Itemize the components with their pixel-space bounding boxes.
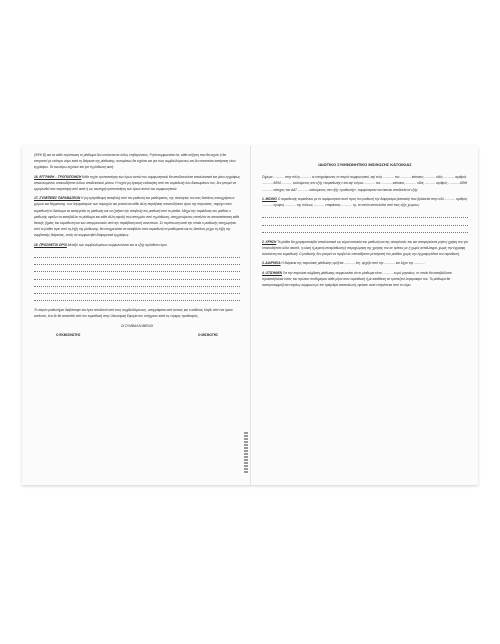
section-3 bbox=[262, 260, 468, 266]
signature-row bbox=[34, 332, 240, 338]
section-16-text: Κάθε τυχόν τροποποίηση των όρων αυτού του συμφωνητικού θα αποδεικνύεται αποκλειστικά και μόνο εγγράφως αποκλειομένου οποιουδήποτε άλλου αποδεικτικού μέσου. Η τυχόν μη έγκαιρη ενάσκηση από τον εκμισθωτή των δικαιωμάτων του, δεν μπορεί να ερμηνευθεί σαν παραίτηση από αυτά ή ως σιωπηρή τροποποίηση των όρων αυτού του συμφωνητικού. bbox=[34, 174, 240, 192]
section-18-heading: 18. ΠΡΟΣΘΕΤΟΙ ΟΡΟΙ bbox=[34, 242, 67, 247]
section-4 bbox=[262, 270, 468, 289]
section-16 bbox=[34, 174, 240, 193]
section-17-heading: 17. ΣΥΝΕΠΕΙΕΣ ΠΑΡΑΒΑΣΕΩΝ bbox=[34, 196, 81, 201]
section-3-heading: 3. ΔΙΑΡΚΕΙΑ bbox=[262, 261, 281, 266]
blank-line[interactable] bbox=[34, 251, 240, 258]
blank-line[interactable] bbox=[34, 258, 240, 265]
center-fold bbox=[250, 146, 251, 485]
section-2 bbox=[262, 239, 468, 258]
landlord-label: Ο ΕΚΜΙΣΘΩΤΗΣ bbox=[56, 332, 81, 337]
right-page bbox=[262, 152, 468, 479]
section-17-text: Η μη εμπρόθεσμη καταβολή από τον μισθωτή του μισθώματος, της αναλογίας του στις δαπάνες κοινοχρήστων χώρων και θέρμανσης, των λογαριασμών των παροχών και γενικά και κάθε άλλη παράβαση οποιουδήποτε όρου της παρούσας, παρέχει στον εκμισθωτή το δικαίωμα να καταγγείλει τη μίσθωση και να ζητήσει την αποβολή του μισθωτή από το μίσθιο. Μέχρι την παράδοση του μισθίου ο μισθωτής οφείλει να καταβάλλει το μίσθωμα και κάθε άλλη οφειλή που απορρέει από τη μίσθωση, υποχρεούμενος επιπλέον σε αποκατάσταση κάθε θετικής ζημίας του εκμισθωτή και των απορρεουσών από την παράβαση αυτή συνεπειών. Σε περίπτωση κατά την οποία ο μισθωτής αποχωρήσει από το μίσθιο πριν από τη λήξη της μίσθωσης, θα υποχρεούται να καταβάλει στον εκμισθωτή τα μισθώματα και τις δαπάνες μέχρι τη λήξη της συμβατικής διάρκειας, εκτός αν συμφωνηθεί διαφορετικά εγγράφως. bbox=[34, 196, 240, 238]
signatures-title: ΟΙ ΣΥΜΒΑΛΛΟΜΕΝΟΙ bbox=[120, 323, 154, 328]
section-18 bbox=[34, 242, 240, 248]
premises-lines bbox=[262, 211, 468, 233]
section-2-heading: 2. ΧΡΗΣΗ bbox=[262, 239, 277, 244]
blank-line[interactable] bbox=[34, 272, 240, 279]
section-16-heading: 16. ΕΓΓΡΑΦΗ – ΤΡΟΠΟΠΟΙΗΣΗ bbox=[34, 174, 82, 179]
intro-paragraph: (ΦΕΚ Β) και σε κάθε περίπτωση το μίσθωμα δεν υπόκειται σε άλλες επιβαρύνσεις. Ρητά συμφωνείται ότι, κάθε αύξηση που θα ισχύει ή θα επιτραπεί με νεότερο νόμο κατά τη διάρκεια της μίσθωσης, αυτομάτως θα ισχύσει και για τους συμβαλλόμενους και δεν απαιτείται κατάρτιση νέου εγγράφου. Τα ανωτέρω ισχύουν και για τη μίσθωση αυτή. bbox=[34, 153, 236, 170]
closing-paragraph: Το παρόν μισθωτήριο διαβάστηκε και έγινε αποδεκτό από τους συμβαλλόμενους, υπογράφεται από αυτούς και ο καθένας έλαβε από ένα όμοιο αντίτυπο, ένα δε θα κατατεθεί από τον εκμισθωτή στην Οικονομική Εφορία του υπόχρεου κατά τις νόμιμες προθεσμίες. bbox=[34, 308, 233, 319]
tenant-label: Ο ΜΙΣΘΩΤΗΣ bbox=[197, 332, 218, 337]
blank-line[interactable] bbox=[34, 280, 240, 287]
section-17 bbox=[34, 195, 240, 238]
section-4-heading: 4. ΟΤΙΣΗΘΕΝ bbox=[262, 270, 282, 275]
barcode-label bbox=[244, 432, 248, 474]
blank-line[interactable] bbox=[34, 287, 240, 294]
section-1 bbox=[262, 196, 468, 208]
section-18-text: Μεταξύ των συμβαλλομένων συμφωνούνται και οι εξής πρόσθετοι όροι: bbox=[67, 242, 168, 247]
blank-line[interactable] bbox=[262, 218, 468, 225]
section-4-text: Για την παρούσα σύμβαση μίσθωσης συμφωνείται ότι το μίσθωμα είναι ............ ευρώ μηνιαίως, το οποίο θα καταβάλλεται προκαταβολικά εντός του πρώτου πενθημέρου κάθε μήνα στον εκμισθωτή ή με κατάθεση σε τραπεζικό λογαριασμό του. Το μίσθωμα θα αναπροσαρμόζεται ετησίως σύμφωνα με τον τιμάριθμο καταναλωτή, εφόσον αυτό επιτρέπεται από το νόμο. bbox=[262, 270, 452, 287]
document-title: ΙΔΙΩΤΙΚΟ ΣΥΜΦΩΝΗΤΙΚΟ ΜΙΣΘΩΣΗΣ ΚΑΤΟΙΚΙΑΣ bbox=[318, 162, 412, 167]
additional-terms-lines bbox=[34, 251, 240, 301]
section-2-text: Το μίσθιο θα χρησιμοποιηθεί αποκλειστικά ως κύρια κατοικία του μισθωτή και της οικογένειάς του και απαγορεύεται ρητά η χρήση του για οποιονδήποτε άλλο σκοπό, η ολική ή μερική υπεκμίσθωση ή παραχώρηση της χρήσης του σε τρίτους με ή χωρίς αντάλλαγμα, χωρίς την έγγραφη συναίνεση του εκμισθωτή. Ο μισθωτής δεν μπορεί να προβεί σε οποιαδήποτε μετατροπή του μισθίου χωρίς την έγγραφη άδεια του εκμισθωτή. bbox=[262, 239, 468, 257]
blank-line[interactable] bbox=[34, 265, 240, 272]
blank-line[interactable] bbox=[262, 226, 468, 233]
preamble-paragraph: Σήμερα ............ στην πόλη ............ οι υπογράφοντες το παρόν συμφωνητικό, αφ' ενός ............ του ............ κάτοικος ............ οδός ............ αριθμός ............ ΑΦΜ ............ καλούμενος στο εξής «εκμισθωτής» και αφ' ετέρου ............ του ............ κάτοικος ............ οδός ............ αριθμός ............ ΑΦΜ ............ κάτοχος του ΑΔΤ ............ καλούμενος στο εξής «μισθωτής», συμφώνησαν και έκαναν αποδεκτά τα εξής: bbox=[262, 175, 468, 192]
document-spread bbox=[22, 146, 478, 485]
blank-line[interactable] bbox=[262, 211, 468, 218]
section-3-text: Η διάρκεια της παρούσας μίσθωσης ορίζεται ............ έτη, αρχίζει από την ............ και λήγει την ............ bbox=[281, 261, 425, 266]
section-1-text: Ο εκμισθωτής εκμισθώνει με το συμφωνητικό αυτό προς τον μισθωτή την διαμέρισμα (κατοικία) που βρίσκεται στην οδό ............ αριθμός ............ όροφος ............ της πόλεως ............ επιφάνειας ............ τμ, το οποίο αποτελείται από τους εξής χώρους: bbox=[262, 196, 468, 208]
left-page bbox=[34, 152, 240, 479]
blank-line[interactable] bbox=[34, 294, 240, 301]
section-1-heading: 1. ΜΙΣΘΙΟ bbox=[262, 196, 277, 201]
